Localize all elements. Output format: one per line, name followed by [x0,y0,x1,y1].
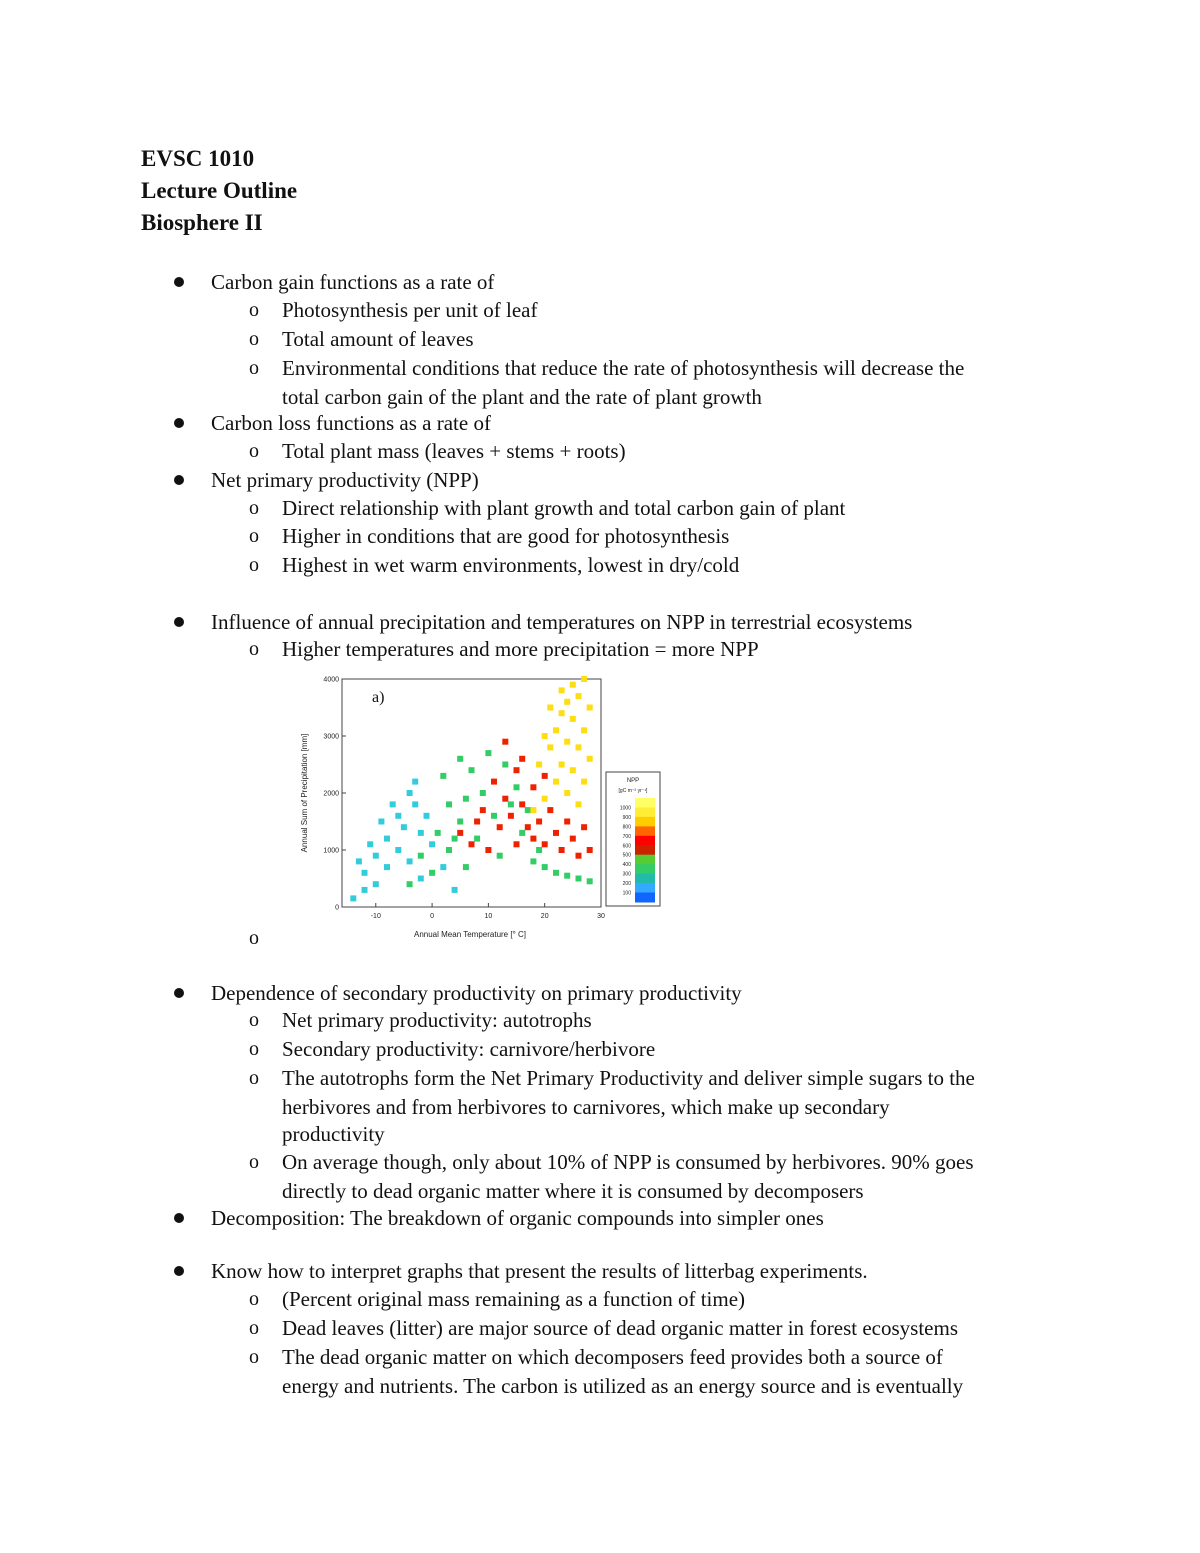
outline-subitem: Secondary productivity: carnivore/herbivore [282,1037,656,1061]
x-tick-label: -10 [370,913,381,920]
bullet-icon [174,277,184,287]
data-point [553,779,559,785]
outline-item: Decomposition: The breakdown of organic compounds into simpler ones [211,1206,824,1230]
outline-subitem: Highest in wet warm environments, lowest in dry/cold [282,553,740,577]
sub-bullet-marker: o [249,638,259,660]
data-point [508,801,514,807]
document-subtitle: Lecture Outline [141,178,298,203]
data-point [474,836,480,842]
y-tick-label: 0 [335,904,339,912]
outline-subitem: Direct relationship with plant growth and total carbon gain of plant [282,496,846,520]
sub-bullet-marker: o [249,299,259,321]
data-point [581,727,587,733]
data-point [502,796,508,802]
x-tick-label: 10 [484,913,493,920]
data-point [564,819,570,825]
data-point [373,881,379,887]
bullet-icon [174,1266,184,1276]
outline-subitem-continuation: energy and nutrients. The carbon is utilized as an energy source and is eventually [282,1374,964,1398]
data-point [587,756,593,762]
outline-item: Carbon gain functions as a rate of [211,270,495,294]
data-point [452,836,458,842]
sub-bullet-marker: o [249,328,259,350]
sub-bullet-marker: o [249,927,259,949]
data-point [530,836,536,842]
data-point [469,841,475,847]
data-point [429,870,435,876]
data-point [350,895,356,901]
data-point [435,830,441,836]
data-point [384,836,390,842]
sub-bullet-marker: o [249,497,259,519]
y-tick-label: 3000 [323,733,339,741]
data-point [581,676,587,682]
sub-bullet-marker: o [249,1288,259,1310]
data-point [446,801,452,807]
data-point [542,733,548,739]
data-point [485,750,491,756]
outline-subitem: Total plant mass (leaves + stems + roots) [282,439,626,463]
colorbar-units: [gC m⁻² yr⁻¹] [618,788,648,794]
data-point [474,819,480,825]
y-tick-label: 1000 [323,847,339,855]
npp-scatter-chart [290,668,670,940]
data-point [587,847,593,853]
data-point [395,847,401,853]
colorbar-swatch [635,864,655,874]
outline-item: Carbon loss functions as a rate of [211,411,491,435]
sub-bullet-marker: o [249,525,259,547]
data-point [519,830,525,836]
data-point [542,773,548,779]
data-point [502,762,508,768]
colorbar-swatch [635,845,655,855]
outline-subitem: On average though, only about 10% of NPP is consumed by herbivores. 90% goes [282,1150,974,1174]
outline-subitem-continuation: productivity [282,1122,385,1146]
outline-subitem: Higher in conditions that are good for photosynthesis [282,524,730,548]
data-point [514,767,520,773]
data-point [418,830,424,836]
colorbar-level-label: 900 [622,814,631,821]
data-point [587,878,593,884]
outline-subitem: Total amount of leaves [282,327,474,351]
data-point [429,841,435,847]
data-point [576,876,582,882]
outline-subitem: (Percent original mass remaining as a function of time) [282,1287,746,1311]
data-point [463,864,469,870]
data-point [407,790,413,796]
outline-subitem-continuation: herbivores and from herbivores to carnivores, which make up secondary [282,1095,890,1119]
document-header [141,143,297,239]
data-point [525,824,531,830]
outline-subitem: The autotrophs form the Net Primary Productivity and deliver simple sugars to the [282,1066,975,1090]
data-point [536,847,542,853]
sub-bullet-marker: o [249,554,259,576]
outline-subitem: Photosynthesis per unit of leaf [282,298,538,322]
data-point [514,841,520,847]
data-point [581,824,587,830]
data-point [390,801,396,807]
data-point [446,847,452,853]
colorbar-level-label: 200 [622,881,631,888]
data-point [452,887,458,893]
sub-bullet-marker: o [249,1067,259,1089]
data-point [564,699,570,705]
data-point [407,881,413,887]
data-point [502,739,508,745]
data-point [412,779,418,785]
bullet-icon [174,617,184,627]
data-point [587,705,593,711]
data-point [542,796,548,802]
data-point [576,801,582,807]
colorbar-level-label: 600 [622,843,631,850]
data-point [564,739,570,745]
colorbar-level-label: 300 [622,871,631,878]
colorbar-swatch [635,893,655,903]
data-point [559,710,565,716]
sub-bullet-marker: o [249,1317,259,1339]
data-point [553,870,559,876]
data-point [547,705,553,711]
data-point [559,762,565,768]
sub-bullet-marker: o [249,357,259,379]
data-point [559,847,565,853]
data-point [497,853,503,859]
outline-subitem: Dead leaves (litter) are major source of dead organic matter in forest ecosystems [282,1316,958,1340]
data-point [440,864,446,870]
data-point [553,727,559,733]
data-point [581,779,587,785]
data-point [530,807,536,813]
colorbar-swatch [635,808,655,818]
bullet-icon [174,1213,184,1223]
bullet-icon [174,475,184,485]
bullet-icon [174,988,184,998]
data-point [519,756,525,762]
colorbar-title: NPP [626,778,640,784]
data-point [547,744,553,750]
data-point [491,779,497,785]
data-point [418,853,424,859]
data-point [367,841,373,847]
data-point [570,682,576,688]
colorbar-swatch [635,874,655,884]
colorbar-swatch [635,855,655,865]
sub-bullet-marker: o [249,1151,259,1173]
data-point [457,756,463,762]
data-point [362,870,368,876]
data-point [407,858,413,864]
data-point [508,813,514,819]
data-point [469,767,475,773]
data-point [373,853,379,859]
sub-bullet-marker: o [249,1009,259,1031]
colorbar-level-label: 400 [622,862,631,869]
data-point [463,796,469,802]
data-point [519,801,525,807]
outline-item: Net primary productivity (NPP) [211,468,479,492]
data-point [457,819,463,825]
outline-subitem-continuation: directly to dead organic matter where it is consumed by decomposers [282,1179,864,1203]
colorbar-swatch [635,817,655,827]
data-point [570,836,576,842]
data-point [576,693,582,699]
course-code: EVSC 1010 [141,146,255,171]
data-point [384,864,390,870]
data-point [480,807,486,813]
outline-subitem: Environmental conditions that reduce the rate of photosynthesis will decrease the [282,356,965,380]
x-tick-label: 30 [597,913,605,920]
data-point [559,687,565,693]
colorbar-swatch [635,826,655,836]
x-tick-label: 0 [430,913,435,920]
sub-bullet-marker: o [249,1346,259,1368]
data-point [564,873,570,879]
data-point [514,784,520,790]
npp-chart-figure [290,668,670,940]
colorbar-level-label: 100 [622,890,631,897]
data-point [553,830,559,836]
data-point [542,864,548,870]
y-tick-label: 2000 [323,790,339,798]
colorbar-level-label: 1000 [619,805,631,812]
data-point [424,813,430,819]
data-point [418,876,424,882]
colorbar-swatch [635,836,655,846]
data-point [536,762,542,768]
data-point [570,716,576,722]
data-point [362,887,368,893]
data-point [401,824,407,830]
colorbar-level-label: 800 [622,824,631,831]
data-point [491,813,497,819]
data-point [497,824,503,830]
data-point [576,853,582,859]
lecture-topic: Biosphere II [141,210,263,235]
outline-subitem-continuation: total carbon gain of the plant and the rate of plant growth [282,385,762,409]
x-axis-label: Annual Mean Temperature [° C] [414,930,526,939]
colorbar-swatch [635,798,655,808]
data-point [485,847,491,853]
sub-bullet-marker: o [249,1038,259,1060]
outline-item: Dependence of secondary productivity on primary productivity [211,981,742,1005]
data-point [412,801,418,807]
data-point [564,790,570,796]
colorbar-level-label: 700 [622,833,631,840]
panel-label: a) [372,689,385,706]
colorbar-level-label: 500 [622,852,631,859]
y-tick-label: 4000 [323,676,339,684]
data-point [356,858,362,864]
colorbar-swatch [635,883,655,893]
data-point [457,830,463,836]
data-point [480,790,486,796]
data-point [395,813,401,819]
data-point [440,773,446,779]
outline-subitem: The dead organic matter on which decomposers feed provides both a source of [282,1345,943,1369]
data-point [536,819,542,825]
outline-subitem: Higher temperatures and more precipitation = more NPP [282,637,759,661]
sub-bullet-marker: o [249,440,259,462]
data-point [542,841,548,847]
data-point [570,767,576,773]
data-point [525,807,531,813]
data-point [530,784,536,790]
data-point [530,858,536,864]
outline-item: Know how to interpret graphs that present the results of litterbag experiments. [211,1259,868,1283]
outline-item: Influence of annual precipitation and temperatures on NPP in terrestrial ecosystems [211,610,913,634]
data-point [547,807,553,813]
data-point [576,744,582,750]
bullet-icon [174,418,184,428]
data-point [378,819,384,825]
x-tick-label: 20 [540,913,549,920]
outline-subitem: Net primary productivity: autotrophs [282,1008,592,1032]
y-axis-label: Annual Sum of Precipitation [mm] [300,733,309,853]
